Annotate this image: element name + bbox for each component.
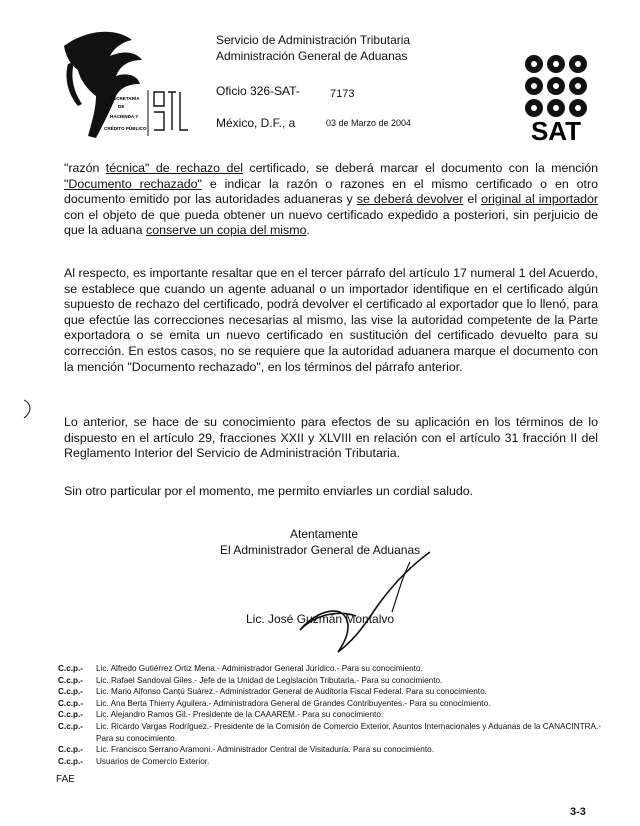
cc-item: C.c.p.- Lic. Rafael Sandoval Giles.- Jefe de la Unidad de Legislación Tributaria.- Para su conocimiento. <box>58 675 443 685</box>
date-value: 03 de Marzo de 2004 <box>326 118 412 128</box>
cc-item: C.c.p.- Usuarios de Comercio Exterior. <box>58 756 210 766</box>
svg-text:SECRETARÍA: SECRETARÍA <box>110 96 140 101</box>
cc-item: C.c.p.- Lic. Alfredo Gutiérrez Ortiz Mena.- Administrador General Jurídico.- Para su conocimiento. <box>58 664 423 673</box>
svg-text:CRÉDITO PÚBLICO: CRÉDITO PÚBLICO <box>104 126 147 131</box>
margin-bracket-mark <box>20 398 36 420</box>
typist-initials: FAE <box>56 774 75 785</box>
page-number: 3-3 <box>570 806 586 818</box>
sat-logo-text: SAT <box>530 116 582 142</box>
cc-list <box>58 663 603 767</box>
closing-atentamente: Atentamente <box>290 527 359 541</box>
paragraph-al-respecto: Al respecto, es importante resaltar que en el tercer párrafo del artículo 17 numeral 1 del Acuerdo, se establece que cuando un agente aduanal o un importador identifique en el certificado algún supuesto de rechazo del certificado, podrá devolver el certificado al exportador que lo llenó, para que efectúe las correcciones necesarias al mismo, las vise la autoridad competente de la Parte exportadora o se emita un nuevo certificado en sustitución del certificado devuelto para su corrección. En estos casos, no se requiere que la autoridad aduanera marque el documento con la mención "Documento rechazado", en los términos del párrafo anterior. <box>64 266 598 374</box>
department-name: Administración General de Aduanas <box>216 49 408 63</box>
agency-header <box>216 32 410 64</box>
cc-item: C.c.p.- Lic. Mario Alfonso Cantú Suárez.- Administrador General de Auditoría Fiscal Federal. Para su conocimiento. <box>58 687 487 697</box>
sat-logo <box>510 52 602 142</box>
cc-item: C.c.p.- Lic. Alejandro Ramos Gil.- Presidente de la CAAAREM.- Para su conocimiento. <box>58 710 384 720</box>
signer-name: Lic. José Guzmán Montalvo <box>246 612 395 626</box>
handwritten-signature <box>280 548 450 658</box>
svg-text:HACIENDA Y: HACIENDA Y <box>110 114 139 119</box>
date-label: México, D.F., a <box>216 116 296 130</box>
cc-item: C.c.p.- Lic. Ricardo Vargas Rodríguez.- Presidente de la Comisión de Comercio Exterior, Asuntos Internacionales y Aduanas de la CANACINTRA.- Para su conocimiento. <box>58 721 601 743</box>
signer-title: El Administrador General de Aduanas <box>220 543 421 557</box>
oficio-number: 7173 <box>330 88 355 100</box>
paragraph-closing: Sin otro particular por el momento, me permito enviarles un cordial saludo. <box>64 484 474 498</box>
svg-text:DE: DE <box>118 104 125 109</box>
paragraph-rechazo: "razón técnica" de rechazo del certificado, se deberá marcar el documento con la mención "Documento rechazado" e indicar la razón o razones en el mismo certificado o en otro documento emitido por las autoridades aduaneras y se deberá devolver el original al importador con el objeto de que pueda obtener un nuevo certificado expedido a posteriori, sin perjuicio de que la aduana conserve un copia del mismo. <box>64 161 599 238</box>
oficio-label: Oficio 326-SAT- <box>216 84 300 98</box>
paragraph-lo-anterior: Lo anterior, se hace de su conocimiento para efectos de su aplicación en los términos de lo dispuesto en el artículo 29, fracciones XXII y XLVIII en relación con el artículo 31 fracción II del Reglamento Interior del Servicio de Administración Tributaria. <box>64 415 598 461</box>
cc-item: C.c.p.- Lic. Francisco Serrano Aramoni.- Administrador Central de Visitaduría. Para su conocimiento. <box>58 745 434 755</box>
agency-name: Servicio de Administración Tributaria <box>216 33 411 47</box>
cc-item: C.c.p.- Lic. Ana Berta Thierry Aguilera.- Administradora General de Grandes Contribuyentes.- Para su conocimiento. <box>58 698 491 708</box>
shcp-eagle-logo <box>44 26 194 144</box>
